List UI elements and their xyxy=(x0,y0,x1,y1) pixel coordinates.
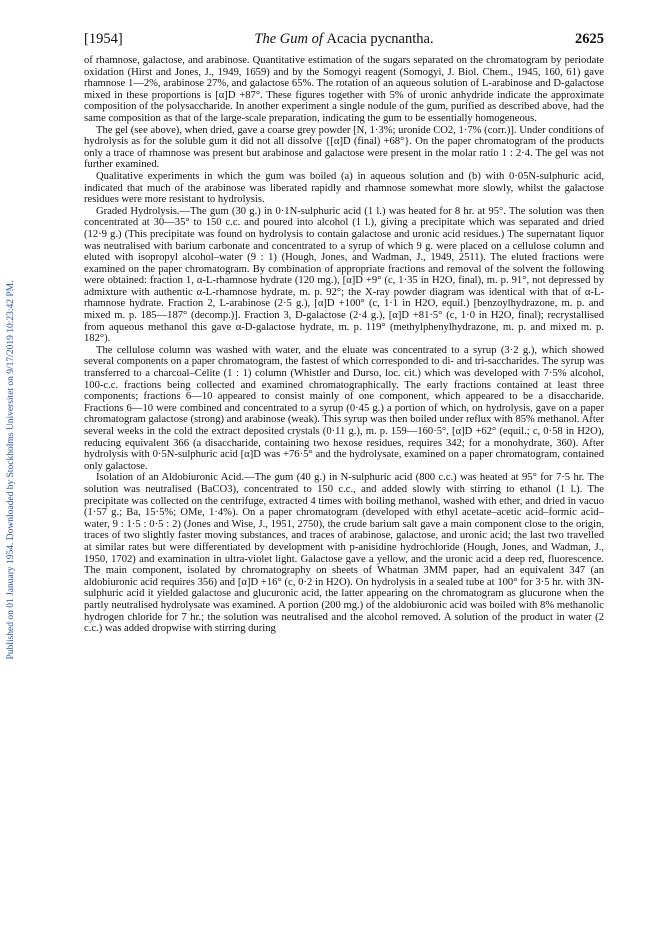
download-note: Published on 01 January 1954. Downloaded by Stockholms Universitet on 9/17/2019 10:23:42 PM. xyxy=(6,280,16,660)
running-header xyxy=(84,31,604,49)
paragraph: The cellulose column was washed with water, and the eluate was concentrated to a syrup (3·2 g.), which showed several components on a paper chromatogram, the fastest of which corresponded to di- and tri-saccharides. The syrup was transferred to a charcoal–Celite (1 : 1) column (Whistler and Durso, loc. cit.) which was developed with 7·5% alcohol, 100-c.c. fractions being collected and examined chromatographically. The early fractions contained at least three components; fractions 6—10 appeared to consist mainly of one component, which appeared to be a disaccharide. Fractions 6—10 were combined and concentrated to a syrup (0·45 g.) a portion of which, on hydrolysis, gave on a paper chromatogram galactose (strong) and arabinose (weak). This syrup was then boiled under reflux with 85% methanol. After several weeks in the cold the extract deposited crystals (0·11 g.), m. p. 159—160·5°, [α]D +62° (equil.; c, 0·58 in H2O), reducing equivalent 366 (a disaccharide, containing two hexose residues, requires 342; for a monohydrate, 360). After hydrolysis with 0·5N-sulphuric acid [α]D was +76·5° and the hydrolysate, examined on a paper chromatogram, contained only galactose. xyxy=(84,344,604,472)
header-title-genus: Acacia xyxy=(326,31,367,47)
download-watermark xyxy=(3,160,19,780)
paragraph: Qualitative experiments in which the gum was boiled (a) in aqueous solution and (b) with 0·05N-sulphuric acid, indicated that much of the arabinose was liberated rapidly and rhamnose somewhat more slowly, whilst the galactose residues were more resistant to hydrolysis. xyxy=(84,170,604,206)
article-body xyxy=(84,55,604,635)
paragraph: Isolation of an Aldobiuronic Acid.—The gum (40 g.) in N-sulphuric acid (800 c.c.) was heated at 95° for 7·5 hr. The solution was neutralised (BaCO3), concentrated to 150 c.c., and added slowly with stirring to ethanol (1 l.). The precipitate was collected on the centrifuge, extracted 4 times with boiling methanol, washed with ether, and dried in vacuo (1·57 g.; Ba, 15·5%; OMe, 1·4%). On a paper chromatogram (developed with ethyl acetate–acetic acid–formic acid–water, 9 : 1·5 : 0·5 : 2) (Jones and Wise, J., 1951, 2750), the crude barium salt gave a main component close to the origin, traces of two slightly faster moving substances, and traces of arabinose, galactose, and uronic acid; the last two travelled at similar rates but were differentiated by development with p-anisidine hydrochloride (Hough, Jones, and Wadman, J., 1950, 1702) and examination in ultra-violet light. Galactose gave a yellow, and the uronic acid a deep red, fluorescence. The main component, isolated by chromatography on sheets of Whatman 3MM paper, had an equivalent 347 (an aldobiuronic acid requires 356) and [α]D +16° (c, 0·2 in H2O). On hydrolysis in a sealed tube at 100° for 3·5 hr. with 3N-sulphuric acid it yielded galactose and glucuronic acid, the latter appearing on the chromatogram as glucurone when the partly neutralised hydrolysate was examined. A portion (200 mg.) of the aldobiuronic acid was boiled with 8% methanolic hydrogen chloride for 7 hr.; the solution was neutralised and the alcohol removed. A solution of the product in water (2 c.c.) was added dropwise with stirring during xyxy=(84,472,604,635)
paragraph: The gel (see above), when dried, gave a coarse grey powder [N, 1·3%; uronide CO2, 1·7% (corr.)]. Under conditions of hydrolysis as for the soluble gum it did not all dissolve {[α]D (final) +68°}. On the paper chromatogram of the products only a trace of rhamnose was present but arabinose and galactose were present in the molar ratio 1 : 2·4. The gel was not further examined. xyxy=(84,124,604,171)
paragraph: Graded Hydrolysis.—The gum (30 g.) in 0·1N-sulphuric acid (1 l.) was heated for 8 hr. at 95°. The solution was then concentrated at 30—35° to 150 c.c. and poured into alcohol (1 l.), giving a precipitate which was separated and dried (12·9 g.) (This precipitate was found on hydrolysis to contain galactose and uronic acid residues.) The supernatant liquor was neutralised with barium carbonate and concentrated to a syrup of which 9 g. were placed on a cellulose column and eluted with isopropyl alcohol–water (9 : 1) (Hough, Jones, and Wadman, J., 1949, 2511). The eluted fractions were examined on the paper chromatogram. By combination of appropriate fractions and removal of the solvent the following were obtained: fraction 1, α-L-rhamnose hydrate (120 mg.), [α]D +9° (c, 1·35 in H2O, final), m. p. 91°, not depressed by admixture with authentic α-L-rhamnose hydrate, m. p. 92°; the X-ray powder diagram was identical with that of α-L-rhamnose hydrate. Fraction 2, L-arabinose (2·5 g.), [α]D +100° (c, 1·1 in H2O, equil.) [benzoylhydrazone, m. p. and mixed m. p. 185—187° (decomp.)]. Fraction 3, D-galactose (2·4 g.), [α]D +81·5° (c, 1·0 in H2O, final); recrystallised from aqueous methanol this gave α-D-galactose hydrate, m. p. 119° (methylphenylhydrazone, m. p. and mixed m. p. 182°). xyxy=(84,205,604,345)
paragraph: of rhamnose, galactose, and arabinose. Quantitative estimation of the sugars separated on the chromatogram by periodate oxidation (Hirst and Jones, J., 1949, 1659) and by the Somogyi reagent (Somogyi, J. Biol. Chem., 1945, 160, 61) gave rhamnose 1—2%, arabinose 27%, and galactose 65%. The rotation of an aqueous solution of L-arabinose and D-galactose mixed in these proportions is [α]D +87°. These figures together with 5% of uronic anhydride indicate the approximate composition of the polysaccharide. In another experiment a single nodule of the gum, purified as described above, had the same composition as that of the large-scale preparation, indicating the gum to be essentially homogeneous. xyxy=(84,55,604,124)
header-title-post: pycnantha. xyxy=(366,31,434,47)
header-title xyxy=(84,31,604,48)
header-year: [1954] xyxy=(84,31,123,47)
page-number: 2625 xyxy=(575,31,604,47)
header-title-pre: The Gum of xyxy=(254,31,327,47)
